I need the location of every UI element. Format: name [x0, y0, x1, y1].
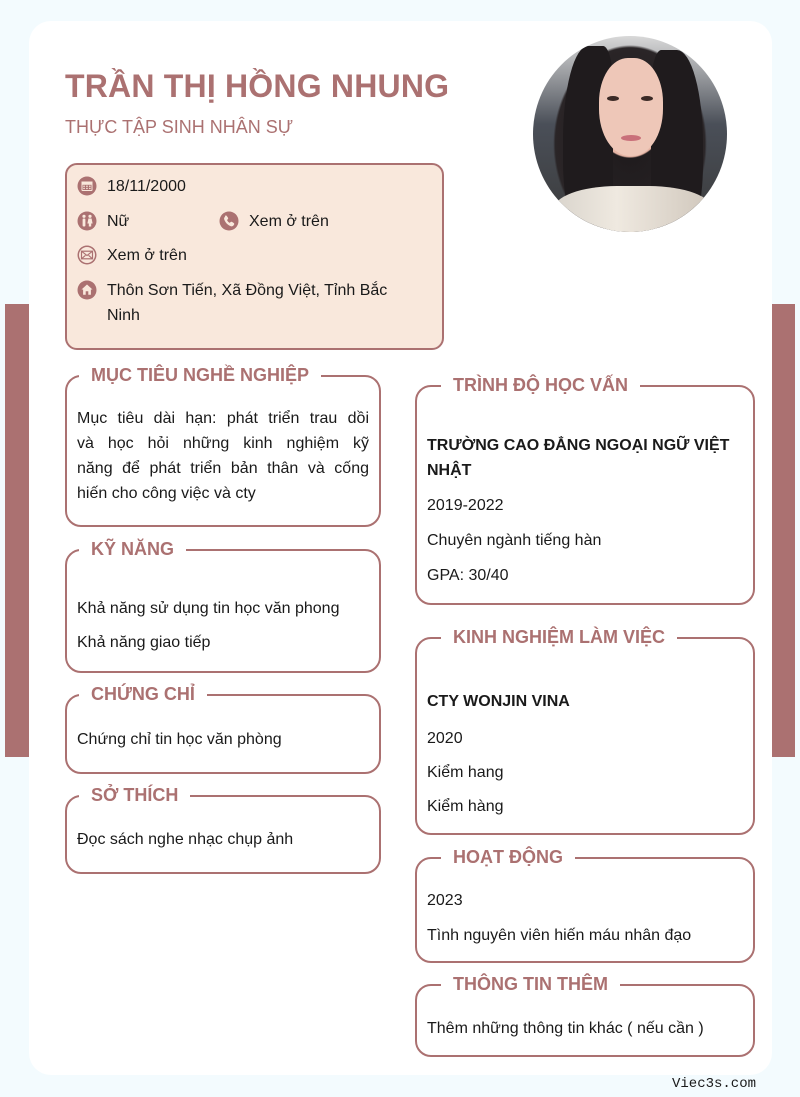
certificates-list	[77, 727, 369, 752]
education-body	[427, 433, 743, 588]
education-gpa: GPA: 30/40	[427, 567, 509, 584]
section-experience	[415, 627, 755, 835]
right-accent-bar	[772, 304, 795, 757]
section-education	[415, 375, 755, 605]
email-value: Xem ở trên	[107, 247, 187, 264]
gender-row	[77, 209, 129, 234]
list-item: Đọc sách nghe nhạc chụp ảnh	[77, 831, 294, 848]
list-item: Khả năng sử dụng tin học văn phong	[77, 600, 340, 617]
phone-icon	[219, 211, 239, 231]
company-name: CTY WONJIN VINA	[427, 693, 570, 710]
section-objective	[65, 365, 381, 527]
list-item: Kiểm hàng	[427, 798, 504, 815]
list-item: Kiểm hang	[427, 764, 504, 781]
objective-text: Mục tiêu dài hạn: phát triển trau dồi và học hỏi những kinh nghiệm kỹ năng để phát triển bản thân và cống hiến cho công việc và cty	[77, 410, 369, 502]
section-additional-info	[415, 974, 755, 1057]
section-title: THÔNG TIN THÊM	[441, 972, 620, 996]
section-title: TRÌNH ĐỘ HỌC VẤN	[441, 373, 640, 397]
candidate-position: THỰC TẬP SINH NHÂN SỰ	[65, 117, 294, 137]
section-title: HOẠT ĐỘNG	[441, 845, 575, 869]
hobbies-list	[77, 827, 369, 852]
phone-row	[219, 209, 329, 234]
education-period: 2019-2022	[427, 497, 504, 514]
skills-list	[77, 596, 369, 655]
address-value: Thôn Sơn Tiến, Xã Đồng Việt, Tỉnh Bắc Ninh	[107, 282, 388, 324]
watermark: Viec3s.com	[672, 1076, 757, 1092]
school-name: TRƯỜNG CAO ĐẲNG NGOẠI NGỮ VIỆT	[427, 437, 730, 454]
additional-description: Thêm những thông tin khác ( nếu cần )	[427, 1020, 704, 1037]
section-hobbies	[65, 785, 381, 874]
left-accent-bar	[5, 304, 29, 757]
phone-value: Xem ở trên	[249, 213, 329, 230]
birthday-row	[77, 174, 186, 199]
education-major: Chuyên ngành tiếng hàn	[427, 532, 602, 549]
activity-description: Tình nguyên viên hiến máu nhân đạo	[427, 927, 692, 944]
additional-body	[427, 1016, 743, 1041]
avatar	[533, 36, 727, 232]
section-title: KINH NGHIỆM LÀM VIỆC	[441, 625, 677, 649]
gender-icon	[77, 211, 97, 231]
address-row	[77, 278, 417, 328]
school-name-cont: NHẬT	[427, 462, 472, 479]
section-certificates	[65, 684, 381, 774]
birthday-value: 18/11/2000	[107, 178, 186, 195]
activity-year: 2023	[427, 892, 463, 909]
candidate-name: TRẦN THỊ HỒNG NHUNG	[65, 68, 450, 104]
activities-body	[427, 888, 743, 948]
section-skills	[65, 539, 381, 673]
list-item: Khả năng giao tiếp	[77, 634, 211, 651]
section-title: CHỨNG CHỈ	[79, 682, 207, 706]
section-title: KỸ NĂNG	[79, 537, 186, 561]
home-icon	[77, 280, 97, 300]
email-icon	[77, 245, 97, 265]
experience-year: 2020	[427, 730, 463, 747]
gender-value: Nữ	[107, 213, 130, 230]
list-item: Chứng chỉ tin học văn phòng	[77, 731, 282, 748]
section-activities	[415, 847, 755, 963]
calendar-icon	[77, 176, 97, 196]
email-row	[77, 243, 187, 268]
section-title: SỞ THÍCH	[79, 783, 190, 807]
experience-body	[427, 689, 743, 819]
section-title: MỤC TIÊU NGHỀ NGHIỆP	[79, 363, 321, 387]
